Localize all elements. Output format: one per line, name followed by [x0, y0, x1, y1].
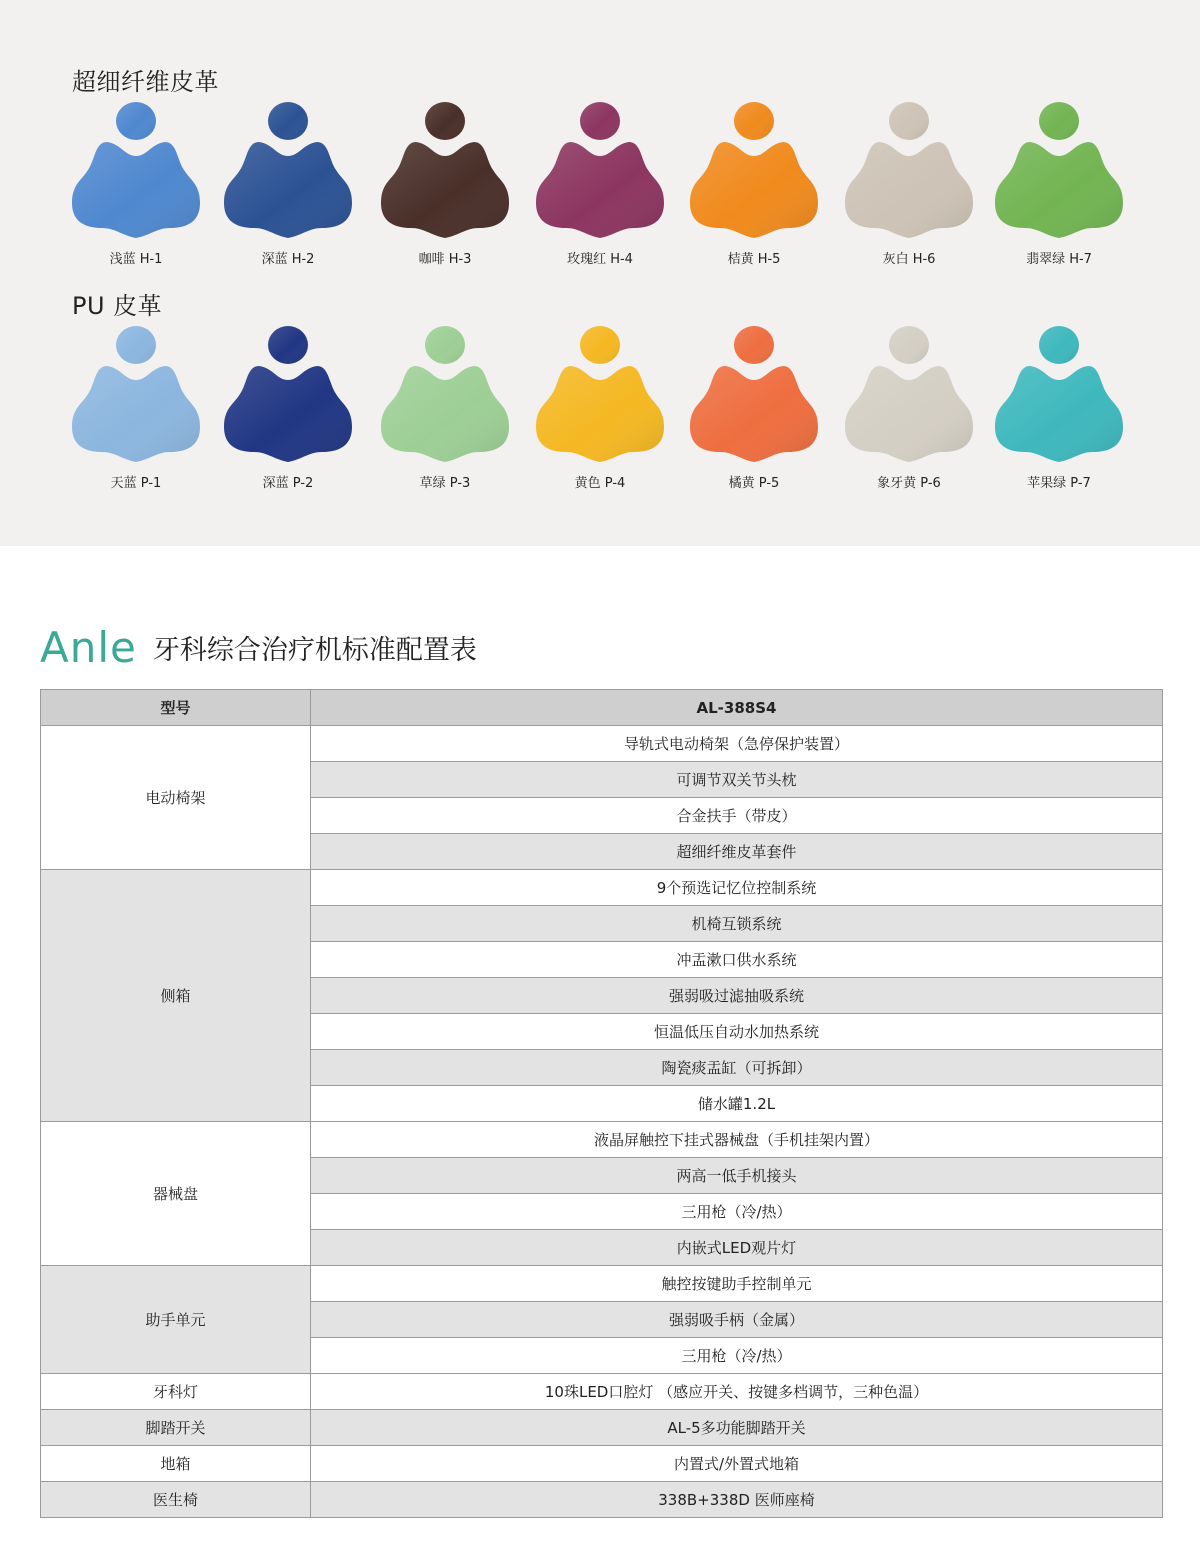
swatch-item	[218, 326, 358, 516]
feature-cell: 恒温低压自动水加热系统	[311, 1014, 1163, 1050]
category-cell: 侧箱	[41, 870, 311, 1122]
swatch-shape	[380, 102, 510, 242]
swatch-label: 浅蓝 H-1	[109, 252, 163, 267]
feature-cell: 液晶屏触控下挂式器械盘（手机挂架内置）	[311, 1122, 1163, 1158]
category-cell: 电动椅架	[41, 726, 311, 870]
swatch-shape	[844, 102, 974, 242]
feature-cell: AL-5多功能脚踏开关	[311, 1410, 1163, 1446]
leather-swatch-panel	[0, 0, 1200, 546]
category-cell: 脚踏开关	[41, 1410, 311, 1446]
feature-cell: 10珠LED口腔灯 （感应开关、按键多档调节，三种色温）	[311, 1374, 1163, 1410]
swatch-item	[989, 102, 1129, 292]
feature-cell: 强弱吸过滤抽吸系统	[311, 978, 1163, 1014]
feature-cell: 触控按键助手控制单元	[311, 1266, 1163, 1302]
swatch-item	[218, 102, 358, 292]
feature-cell: 储水罐1.2L	[311, 1086, 1163, 1122]
feature-cell: 强弱吸手柄（金属）	[311, 1302, 1163, 1338]
table-header-row	[41, 690, 1163, 726]
swatch-label: 灰白 H-6	[882, 252, 936, 267]
swatch-shape	[535, 326, 665, 466]
table-row	[41, 1374, 1163, 1410]
category-cell: 器械盘	[41, 1122, 311, 1266]
feature-cell: 三用枪（冷/热）	[311, 1338, 1163, 1374]
feature-cell: 超细纤维皮革套件	[311, 834, 1163, 870]
swatch-label: 黄色 P-4	[574, 476, 626, 491]
swatch-shape	[223, 102, 353, 242]
table-row	[41, 1410, 1163, 1446]
swatch-label: 桔黄 H-5	[727, 252, 781, 267]
feature-cell: 两高一低手机接头	[311, 1158, 1163, 1194]
category-cell: 助手单元	[41, 1266, 311, 1374]
swatch-label: 深蓝 P-2	[262, 476, 314, 491]
feature-cell: 三用枪（冷/热）	[311, 1194, 1163, 1230]
config-table	[40, 689, 1163, 1518]
config-table-title: 牙科综合治疗机标准配置表	[152, 635, 477, 666]
swatch-item	[839, 326, 979, 516]
swatch-shape	[535, 102, 665, 242]
feature-cell: 内置式/外置式地箱	[311, 1446, 1163, 1482]
swatch-label: 翡翠绿 H-7	[1026, 252, 1092, 267]
swatch-shape	[223, 326, 353, 466]
pu-section-title: PU 皮革	[72, 292, 163, 320]
swatch-shape	[689, 326, 819, 466]
feature-cell: 合金扶手（带皮）	[311, 798, 1163, 834]
table-row	[41, 1266, 1163, 1302]
feature-cell: 338B+338D 医师座椅	[311, 1482, 1163, 1518]
swatch-item	[66, 326, 206, 516]
swatch-item	[684, 326, 824, 516]
header-model-label: 型号	[41, 690, 311, 726]
category-cell: 医生椅	[41, 1482, 311, 1518]
table-row	[41, 1446, 1163, 1482]
table-row	[41, 726, 1163, 762]
swatch-label: 深蓝 H-2	[261, 252, 315, 267]
feature-cell: 陶瓷痰盂缸（可拆卸）	[311, 1050, 1163, 1086]
swatch-item	[530, 326, 670, 516]
feature-cell: 内嵌式LED观片灯	[311, 1230, 1163, 1266]
swatch-shape	[380, 326, 510, 466]
category-cell: 地箱	[41, 1446, 311, 1482]
swatch-label: 玫瑰红 H-4	[567, 252, 633, 267]
swatch-item	[375, 326, 515, 516]
feature-cell: 可调节双关节头枕	[311, 762, 1163, 798]
swatch-label: 草绿 P-3	[419, 476, 471, 491]
swatch-label: 象牙黄 P-6	[877, 476, 941, 491]
swatch-shape	[71, 102, 201, 242]
swatch-shape	[71, 326, 201, 466]
swatch-shape	[994, 326, 1124, 466]
table-row	[41, 870, 1163, 906]
config-heading	[40, 612, 477, 672]
feature-cell: 机椅互锁系统	[311, 906, 1163, 942]
category-cell: 牙科灯	[41, 1374, 311, 1410]
config-table-body	[41, 726, 1163, 1518]
swatch-item	[684, 102, 824, 292]
swatch-item	[66, 102, 206, 292]
swatch-label: 橘黄 P-5	[728, 476, 780, 491]
swatch-shape	[689, 102, 819, 242]
feature-cell: 9个预选记忆位控制系统	[311, 870, 1163, 906]
swatch-label: 天蓝 P-1	[110, 476, 162, 491]
swatch-item	[375, 102, 515, 292]
swatch-item	[989, 326, 1129, 516]
swatch-item	[839, 102, 979, 292]
swatch-label: 咖啡 H-3	[418, 252, 472, 267]
feature-cell: 导轨式电动椅架（急停保护装置）	[311, 726, 1163, 762]
brand-logo: Anle	[40, 623, 137, 672]
feature-cell: 冲盂漱口供水系统	[311, 942, 1163, 978]
swatch-item	[530, 102, 670, 292]
swatch-shape	[844, 326, 974, 466]
table-row	[41, 1122, 1163, 1158]
swatch-label: 苹果绿 P-7	[1027, 476, 1091, 491]
table-row	[41, 1482, 1163, 1518]
header-model-value: AL-388S4	[311, 690, 1163, 726]
swatch-shape	[994, 102, 1124, 242]
microfiber-section-title: 超细纤维皮革	[72, 68, 219, 96]
